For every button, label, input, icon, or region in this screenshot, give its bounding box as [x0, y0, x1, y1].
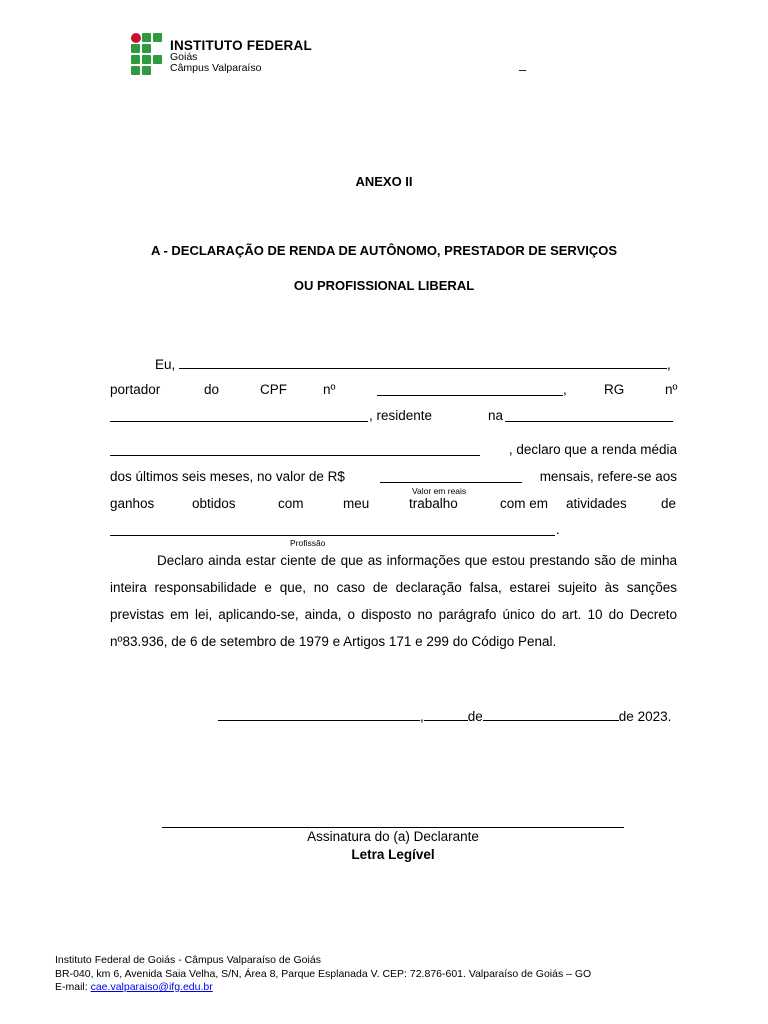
corner-mark: – [519, 62, 527, 77]
w-obtidos: obtidos [192, 496, 236, 511]
profissao-label: Profissão [290, 538, 326, 548]
logo-title: INSTITUTO FEDERAL [170, 38, 312, 53]
activity-row [110, 496, 677, 514]
residente-text: , residente [369, 408, 433, 423]
eu-label: Eu, [155, 357, 176, 372]
declaro-text: , declaro que a renda média [508, 442, 677, 457]
name-end: , [667, 357, 671, 372]
date-year: de 2023. [618, 709, 672, 724]
income-row [110, 469, 677, 487]
profession-field[interactable] [110, 522, 555, 536]
do-text: do [204, 382, 220, 397]
name-row [155, 355, 685, 373]
footer-email-label: E-mail: [55, 981, 88, 993]
footer-email-link[interactable]: cae.valparaiso@ifg.edu.br [90, 981, 213, 993]
cpf-no-text: nº [323, 382, 336, 397]
na-text: na [488, 408, 504, 423]
w-meu: meu [343, 496, 370, 511]
ultimos-text: dos últimos seis meses, no valor de R$ [110, 469, 345, 484]
date-de: de [467, 709, 483, 724]
portador-text: portador [110, 382, 161, 397]
w-ganhos: ganhos [110, 496, 155, 511]
declaration-title-line2: OU PROFISSIONAL LIBERAL [293, 278, 475, 293]
cpf-row [110, 382, 677, 400]
footer-address: BR-040, km 6, Avenida Saia Velha, S/N, Área 8, Parque Esplanada V. CEP: 72.876-601. Valparaíso de Goiás – GO [55, 967, 592, 980]
profession-row [110, 522, 677, 540]
valor-label: Valor em reais [412, 486, 467, 496]
month-field[interactable] [483, 707, 619, 721]
logo-subtitle: Goiás [170, 51, 198, 63]
signature-label: Assinatura do (a) Declarante [307, 829, 479, 844]
mensais-text: mensais, refere-se aos [539, 469, 677, 484]
rg-no-text: nº [665, 382, 678, 397]
footer-email-row [55, 981, 591, 995]
ifg-logo-icon [131, 33, 163, 77]
declaro-row [110, 442, 677, 460]
city-field[interactable] [218, 707, 420, 721]
page-title: ANEXO II [355, 174, 413, 189]
income-value-field[interactable] [380, 469, 522, 483]
w-com: com [278, 496, 304, 511]
address-field-2[interactable] [110, 442, 480, 456]
rg-field[interactable] [110, 408, 368, 422]
w-comem: com em [500, 496, 549, 511]
date-row [218, 707, 678, 725]
letra-legivel-label: Letra Legível [351, 847, 435, 862]
signature-line[interactable] [162, 827, 624, 828]
footer-institution: Instituto Federal de Goiás - Câmpus Valparaíso de Goiás [55, 954, 321, 966]
rg-text: RG [604, 382, 625, 397]
cpf-comma: , [563, 382, 567, 397]
residence-row [110, 408, 677, 426]
page-footer [55, 954, 591, 995]
logo-campus: Câmpus Valparaíso [170, 62, 262, 74]
address-field[interactable] [505, 408, 673, 422]
cpf-field[interactable] [377, 382, 563, 396]
w-trabalho: trabalho [409, 496, 458, 511]
w-de: de [661, 496, 677, 511]
day-field[interactable] [424, 707, 468, 721]
w-atividades: atividades [566, 496, 627, 511]
cpf-text: CPF [260, 382, 287, 397]
logo-text [170, 40, 312, 74]
date-comma: , [420, 709, 424, 724]
declaration-title-line1: A - DECLARAÇÃO DE RENDA DE AUTÔNOMO, PRESTADOR DE SERVIÇOS [150, 243, 618, 258]
name-field[interactable] [179, 355, 667, 369]
responsibility-paragraph: Declaro ainda estar ciente de que as informações que estou prestando são de minha inteira responsabilidade e que, no caso de declaração falsa, estarei sujeito às sanções previstas em lei, aplicando-se, ainda, o disposto no parágrafo único do art. 10 do Decreto nº83.936, de 6 de setembro de 1979 e Artigos 171 e 299 do Código Penal. [110, 553, 677, 649]
profession-period: . [556, 522, 560, 537]
